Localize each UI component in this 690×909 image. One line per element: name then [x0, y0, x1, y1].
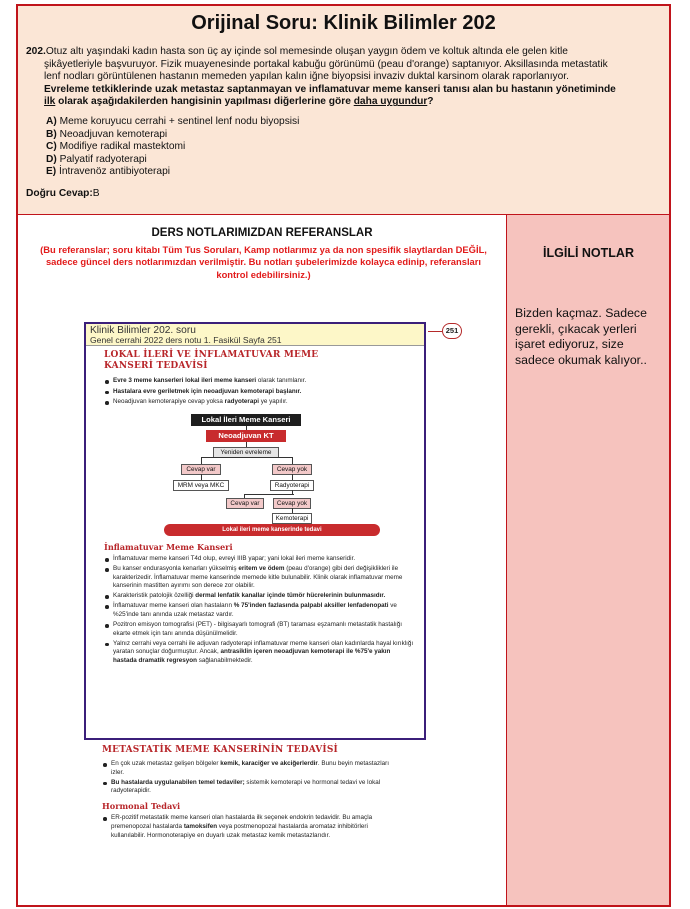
bullet-text: Karakteristik patolojik özelliği [113, 592, 196, 600]
flow-connector [292, 457, 293, 464]
flow-kemoterapi: Kemoterapi [272, 513, 312, 524]
flow-mrm-mkc: MRM veya MKC [173, 480, 229, 491]
book-bullet [104, 640, 414, 666]
related-notes-title: İLGİLİ NOTLAR [543, 246, 634, 260]
bullet-text: sistemik kemoterapi ve hormonal tedavi ve lokal radyoterapidir. [111, 778, 381, 795]
bullet-text: olarak tanımlanır. [256, 377, 307, 384]
book-bullet [104, 592, 414, 601]
book-section-1-title: LOKAL İLERİ VE İNFLAMATUVAR MEME KANSERİ TEDAVİSİ [104, 350, 319, 371]
option-b [46, 129, 299, 142]
book-section-4-title: Hormonal Tedavi [102, 801, 181, 812]
question-panel [18, 6, 669, 214]
option-letter: B) [46, 128, 57, 140]
stem-ilk: ilk [44, 96, 56, 108]
option-letter: E) [46, 166, 57, 178]
flow-cevap-var-2: Cevap var [226, 498, 264, 509]
option-c [46, 141, 299, 154]
flow-cevap-var: Cevap var [181, 464, 221, 475]
correct-answer-label: Doğru Cevap: [26, 188, 93, 199]
flow-radyoterapi: Radyoterapi [270, 480, 314, 491]
page-number-badge: 251 [442, 323, 462, 339]
option-text: Palyatif radyoterapi [59, 153, 147, 165]
stem-bold-tail [26, 96, 662, 109]
flow-neoadjuvan-kt: Neoadjuvan KT [206, 430, 286, 442]
bullet-text: İnflamatuvar meme kanseri T4d olup, evreyi IIIB yapar; yani lokal ileri meme kanseridir. [113, 555, 356, 562]
option-a [46, 116, 299, 129]
related-notes-panel [506, 215, 669, 907]
bullet-text: . Bunu beyin metastazları izler. [111, 760, 389, 776]
page-number-connector [428, 331, 442, 332]
reference-banner-line1: Klinik Bilimler 202. soru [90, 325, 196, 336]
option-text: İntravenöz antibiyoterapi [59, 166, 171, 178]
bullet-text: Bu kanser endurasyonla kenarları yükselmiş [113, 565, 239, 573]
bullet-bold: % 75'inden fazlasında palpabl aksiller lenfadenopati [233, 602, 389, 610]
book-section-1 [104, 350, 414, 409]
stem-line-2: şikâyetleriyle başvuruyor. Fizik muayenesinde portakal kabuğu görünümü (peau d'orange) saptanıyor. Aksillasında metastatik [44, 58, 608, 70]
book-bullet [104, 398, 414, 407]
references-note: (Bu referanslar; soru kitabı Tüm Tus Soruları, Kamp notlarımız ya da non spesifik slaytlardan DEĞİL, sadece güncel ders notlarımızdan verilmiştir. Bu notları şubelerimizde kolayca edinip, referansları kontrol edebilirsiniz.) [40, 244, 487, 280]
answer-options [46, 116, 299, 179]
stem-line-3: lenf nodları görüntülenen hastanın memeden yapılan kalın iğne biyopsisi invaziv duktal karsinom olarak raporlanıyor. [44, 71, 569, 83]
bullet-text: sağlanabilmektedir. [197, 657, 253, 665]
question-stem [26, 46, 662, 109]
flow-connector [201, 457, 202, 464]
book-bullet [102, 814, 402, 840]
treatment-flowchart [171, 414, 371, 534]
flow-connector [201, 457, 293, 458]
bullet-bold: kemik, karaciğer ve akciğerlerdir [220, 760, 318, 767]
bullet-bold: radyoterapi [224, 398, 259, 406]
book-bullet [102, 760, 402, 777]
book-section-2 [104, 542, 414, 667]
book-bullet [104, 621, 414, 638]
stem-mid: olarak aşağıdakilerden hangisinin yapılması diğerlerine göre [55, 96, 354, 108]
bullet-text: ye yapılır. [258, 398, 288, 406]
reference-banner-line2: Genel cerrahi 2022 ders notu 1. Fasikül Sayfa 251 [90, 335, 282, 345]
bullet-bold: Bu hastalarda uygulanabilen temel tedaviler; [111, 778, 245, 786]
book-bullet [102, 779, 402, 796]
bullet-text: Pozitron emisyon tomografisi (PET) - bilgisayarlı tomografi (BT) taraması eşzamanlı metastatik hastalığı ekarte etmek için tanı anında düşünülmelidir. [113, 621, 403, 637]
option-d [46, 154, 299, 167]
flow-cevap-yok: Cevap yok [272, 464, 312, 475]
option-e [46, 166, 299, 179]
option-letter: A) [46, 116, 57, 127]
bullet-text: ve %25'inde tanı anında uzak metastaz vardır. [113, 602, 397, 619]
flow-cevap-yok-2: Cevap yok [273, 498, 311, 509]
book-bullet [104, 565, 414, 591]
stem-qmark: ? [427, 96, 434, 108]
page-frame [16, 4, 671, 907]
references-title: DERS NOTLARIMIZDAN REFERANSLAR [151, 227, 373, 239]
bullet-text: Yalnız cerrahi veya cerrahi ile adjuvan radyoterapi inflamatuvar meme kanseri olan kadınlarda hayal kırıklığı yaratan sonuçlar doğurmuştur. Ancak, [113, 639, 414, 656]
bullet-bold: tamoksifen [183, 822, 218, 830]
bullet-text: İnflamatuvar meme kanseri olan hastaların [113, 602, 234, 610]
option-letter: C) [46, 141, 57, 153]
bullet-bold: eritem ve ödem [238, 565, 285, 573]
stem-line-1: Otuz altı yaşındaki kadın hasta son üç ay içinde sol memesinde oluşan yaygın ödem ve koltuk altında ele gelen kitle [45, 46, 568, 57]
question-number: 202. [26, 46, 46, 57]
bullet-bold: Evre 3 meme kanserleri lokal ileri meme kanseri [113, 377, 257, 384]
flow-yeniden-evreleme: Yeniden evreleme [213, 447, 279, 458]
bullet-bold: antrasiklin içeren neoadjuvan kemoterapi ile %75'e yakın hastada dramatik regresyon [113, 648, 391, 665]
bullet-text: Neoadjuvan kemoterapiye cevap yoksa [113, 398, 225, 406]
flow-lokal-ileri: Lokal İleri Meme Kanseri [191, 414, 301, 426]
related-notes-body: Bizden kaçmaz. Sadece gerekli, çıkacak yerleri işaret ediyoruz, size sadece okumak kalıyor.. [515, 306, 647, 367]
bullet-text: (peau d'orange) gibi deri değişiklikleri ile karakterizedir. İnflamatuvar meme kanserinde memede kitle bulunabilir. Klinik olarak inflamatuvar meme kanserinin mastitten ayırımı son derece zor olabilir. [113, 565, 403, 590]
stem-daha-uygundur: daha uygundur [353, 96, 428, 108]
bullet-bold: Hastalara evre geriletmek için neoadjuvan kemoterapi başlanır. [113, 387, 302, 395]
option-text: Meme koruyucu cerrahi + sentinel lenf nodu biyopsisi [59, 116, 300, 127]
bullet-text: ER-pozitif metastatik meme kanseri olan hastalarda ilk seçenek endokrin tedavidir. Bu amaçla premenopozal hastalarda [111, 814, 373, 830]
book-section-3 [102, 745, 402, 842]
option-letter: D) [46, 153, 57, 165]
book-page-excerpt [84, 322, 426, 740]
reference-banner [86, 324, 424, 346]
flow-connector [244, 494, 294, 495]
book-bullet [104, 377, 414, 386]
book-section-2-title: İnflamatuvar Meme Kanseri [104, 542, 233, 552]
book-bullet [104, 388, 414, 397]
correct-answer [26, 188, 100, 199]
correct-answer-value: B [92, 188, 100, 199]
stem-bold-line: Evreleme tetkiklerinde uzak metastaz saptanmayan ve inflamatuvar meme kanseri tanısı alan bu hastanın yönetiminde [44, 83, 616, 95]
book-bullet [104, 602, 414, 619]
book-section-3-title: METASTATİK MEME KANSERİNİN TEDAVİSİ [102, 745, 338, 755]
book-bullet [104, 555, 414, 564]
bullet-text: En çok uzak metastaz gelişen bölgeler [111, 760, 221, 767]
references-panel [18, 215, 506, 907]
page-title: Orijinal Soru: Klinik Bilimler 202 [191, 12, 496, 34]
flow-caption-bar: Lokal ileri meme kanserinde tedavi [164, 524, 380, 536]
bullet-text: veya postmenopozal hastalarda aromataz inhibitörleri kullanılabilir. Hormonoterapiye en duyarlı uzak metastaz kemik metastazlarıdır. [111, 822, 368, 839]
option-text: Modifiye radikal mastektomi [59, 141, 186, 153]
option-text: Neoadjuvan kemoterapi [59, 128, 168, 140]
bullet-bold: dermal lenfatik kanallar içinde tümör hücrelerinin bulunmasıdır. [195, 592, 386, 600]
